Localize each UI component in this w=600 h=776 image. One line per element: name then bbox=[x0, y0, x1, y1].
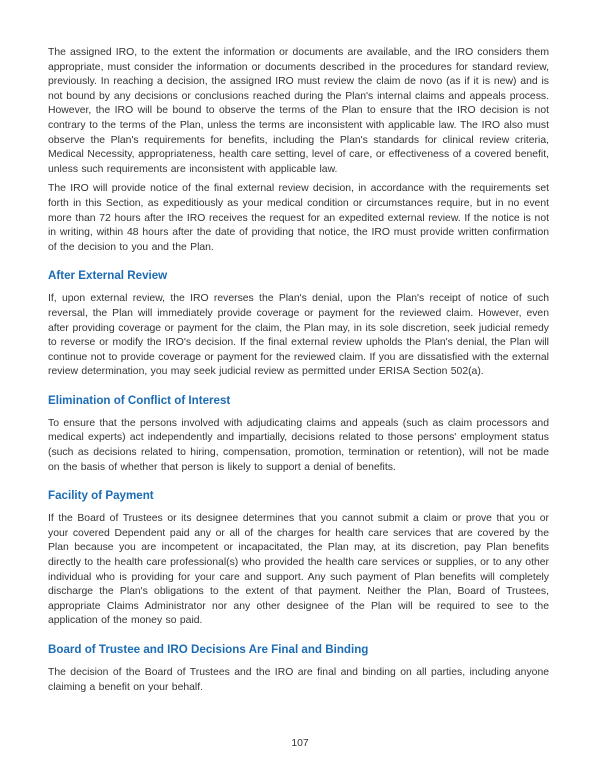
section-heading-elimination-of-conflict: Elimination of Conflict of Interest bbox=[48, 393, 231, 407]
paragraph-iro-decision-notice: The IRO will provide notice of the final external review decision, in accordance with the requirements set forth in this Section, as expeditiously as your medical condition or circumstances require, but in no event more than 72 hours after the IRO receives the request for an expedited external review. If the notice is not in writing, within 48 hours after the date of providing that notice, the IRO must provide written confirmation of the decision to you and the Plan. bbox=[48, 183, 549, 253]
document-content bbox=[48, 46, 549, 700]
page-number: 107 bbox=[291, 738, 309, 749]
section-heading-decisions-final-binding: Board of Trustee and IRO Decisions Are Final and Binding bbox=[48, 643, 369, 656]
section-heading-after-external-review: After External Review bbox=[48, 269, 168, 283]
paragraph-iro-review-standards: The assigned IRO, to the extent the information or documents are available, and the IRO considers them appropriate, must consider the information or documents described in the procedures for standard review, previously. In reaching a decision, the assigned IRO must review the claim de novo (as if it is new) and is not bound by any decisions or conclusions reached during the Plan's internal claims and appeals process. However, the IRO will be bound to observe the terms of the Plan to ensure that the IRO decision is not contrary to the terms of the Plan, unless the terms are inconsistent with applicable law. The IRO also must observe the Plan's requirements for benefits, including the Plan's standards for clinical review criteria, Medical Necessity, appropriateness, health care setting, level of care, or effectiveness of a covered benefit, unless such requirements are inconsistent with applicable law. bbox=[48, 47, 549, 175]
section-heading-facility-of-payment: Facility of Payment bbox=[48, 489, 154, 503]
paragraph-facility-of-payment: If the Board of Trustees or its designee determines that you cannot submit a claim or prove that you or your covered Dependent paid any or all of the charges for health care services that are covered by the Plan because you are incompetent or incapacitated, the Plan may, at its discretion, pay Plan benefits directly to the health care professional(s) who provided the health care services or supplies, or to any other individual who is providing for your care and support. Any such payment of Plan benefits will completely discharge the Plan's obligations to the extent of that payment. Neither the Plan, Board of Trustees, appropriate Claims Administrator nor any other designee of the Plan will be required to see to the application of the money so paid. bbox=[48, 513, 549, 627]
page-footer bbox=[0, 738, 600, 749]
paragraph-after-external-review: If, upon external review, the IRO reverses the Plan's denial, upon the Plan's receipt of notice of such reversal, the Plan will immediately provide coverage or payment for the reviewed claim. However, even after providing coverage or payment for the claim, the Plan may, in its sole discretion, seek judicial remedy to reverse or modify the IRO's decision. If the final external review upholds the Plan's denial, the Plan will continue not to provide coverage or payment for the reviewed claim. If you are dissatisfied with the external review determination, you may seek judicial review as permitted under ERISA Section 502(a). bbox=[48, 293, 549, 378]
paragraph-elimination-of-conflict: To ensure that the persons involved with adjudicating claims and appeals (such as claim processors and medical experts) act independently and impartially, decisions related to those persons' employment status (such as decisions related to hiring, compensation, promotion, termination or retention), will not be made on the basis of whether that person is likely to support a denial of benefits. bbox=[48, 417, 549, 473]
paragraph-decisions-final-binding: The decision of the Board of Trustees and the IRO are final and binding on all parties, including anyone claiming a benefit on your behalf. bbox=[48, 667, 549, 693]
